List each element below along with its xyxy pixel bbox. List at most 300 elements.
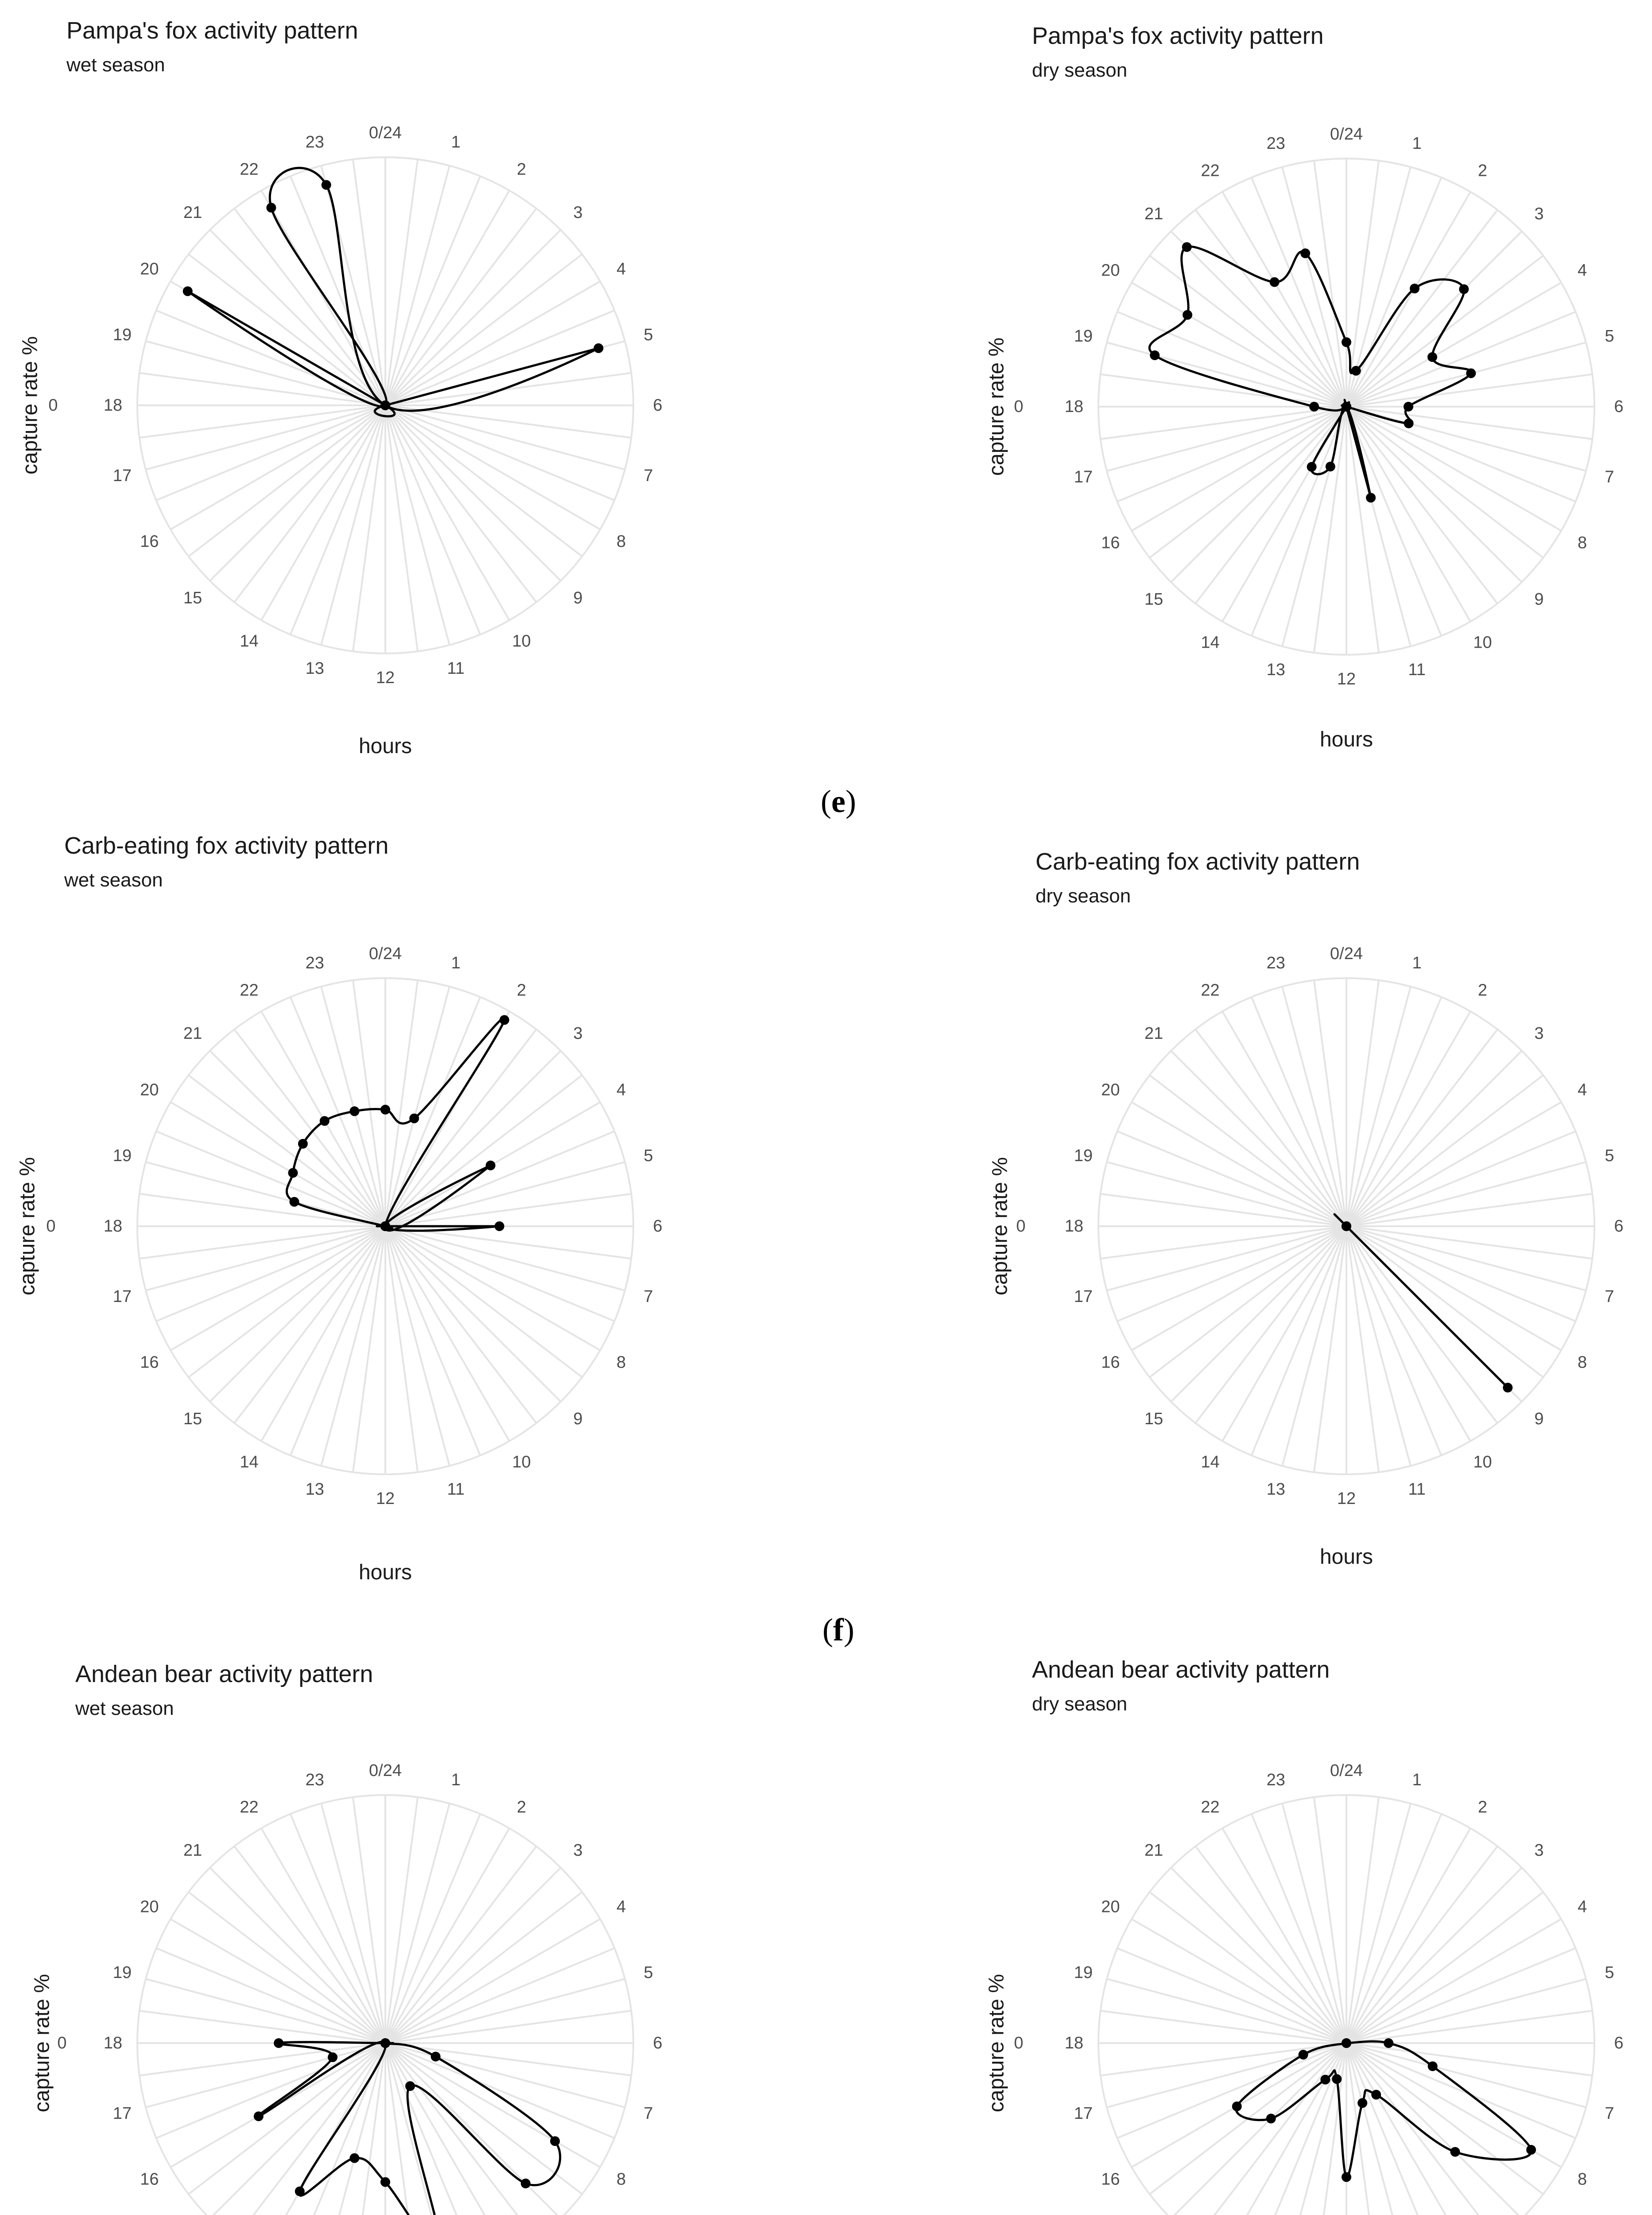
data-point bbox=[431, 2052, 441, 2061]
hour-tick-label: 12 bbox=[376, 1489, 395, 1508]
hour-tick-label: 5 bbox=[1605, 1963, 1614, 1982]
hour-tick-label: 8 bbox=[1578, 1353, 1587, 1372]
data-point bbox=[254, 2111, 264, 2121]
radar-plot-1 bbox=[985, 125, 1624, 751]
grid-spoke bbox=[1346, 1051, 1522, 1226]
y-axis-label: capture rate % bbox=[985, 337, 1008, 476]
hour-tick-label: 11 bbox=[447, 1480, 465, 1499]
hour-tick-label: 21 bbox=[183, 1024, 202, 1043]
hour-tick-label: 8 bbox=[1578, 2170, 1587, 2189]
grid-spoke bbox=[385, 1051, 561, 1226]
grid-spoke bbox=[321, 987, 385, 1226]
grid-spoke bbox=[1171, 1051, 1346, 1226]
grid-spoke bbox=[385, 405, 509, 620]
data-point bbox=[1332, 2074, 1342, 2084]
hour-tick-label: 8 bbox=[1578, 533, 1587, 552]
grid-spoke bbox=[1107, 1226, 1346, 1290]
grid-spoke bbox=[1107, 407, 1346, 471]
hour-tick-label: 7 bbox=[1605, 2104, 1614, 2123]
data-point bbox=[1526, 2145, 1536, 2155]
hour-tick-label: 8 bbox=[617, 532, 626, 551]
data-point bbox=[1357, 2098, 1367, 2108]
data-point bbox=[409, 1114, 419, 1123]
hour-tick-label: 23 bbox=[1266, 134, 1285, 153]
chart-subtitle: wet season bbox=[75, 1698, 174, 1719]
grid-spoke bbox=[1107, 342, 1346, 407]
x-axis-label: hours bbox=[1319, 728, 1373, 751]
grid-spoke bbox=[1132, 1102, 1346, 1226]
hour-tick-label: 3 bbox=[573, 203, 583, 222]
data-point bbox=[349, 1106, 359, 1116]
hour-tick-label: 23 bbox=[305, 133, 324, 152]
hour-tick-label: 3 bbox=[1534, 1841, 1544, 1860]
grid-spoke bbox=[385, 230, 561, 405]
hour-tick-label: 17 bbox=[1074, 468, 1093, 487]
grid-spoke bbox=[1346, 1226, 1586, 1290]
hour-tick-label: 16 bbox=[140, 1353, 159, 1372]
grid-spoke bbox=[1346, 1226, 1561, 1350]
hour-tick-label: 17 bbox=[112, 2104, 132, 2123]
y-axis-label: capture rate % bbox=[16, 1157, 39, 1296]
grid-spoke bbox=[385, 1226, 625, 1290]
data-point bbox=[405, 2081, 415, 2091]
grid-spoke bbox=[261, 1828, 385, 2043]
data-point bbox=[1404, 419, 1414, 428]
radar-plot-2 bbox=[16, 944, 663, 1584]
grid-spoke bbox=[210, 1868, 385, 2043]
grid-spoke bbox=[1222, 1011, 1346, 1226]
grid-spoke bbox=[385, 405, 600, 529]
hour-tick-label: 6 bbox=[1614, 1217, 1624, 1236]
hour-tick-label: 2 bbox=[1477, 981, 1488, 1000]
data-point bbox=[1366, 493, 1376, 503]
hour-tick-label: 5 bbox=[644, 325, 653, 344]
hour-tick-label: 8 bbox=[617, 2170, 626, 2189]
grid-spoke bbox=[385, 2043, 625, 2107]
chart-title: Pampa's fox activity pattern bbox=[66, 17, 358, 44]
grid-spoke bbox=[146, 2043, 385, 2107]
grid-spoke bbox=[1346, 1226, 1470, 1441]
hour-tick-label: 22 bbox=[240, 160, 259, 179]
data-point bbox=[1299, 2050, 1308, 2060]
hour-tick-label: 7 bbox=[1605, 468, 1614, 487]
grid-spoke bbox=[146, 341, 385, 405]
grid-spoke bbox=[385, 1979, 625, 2043]
chart-title: Carb-eating fox activity pattern bbox=[64, 832, 389, 859]
hour-tick-label: 1 bbox=[1412, 134, 1422, 153]
hour-tick-label: 21 bbox=[183, 203, 202, 222]
radial-zero-label: 0 bbox=[1014, 2034, 1024, 2052]
radial-zero-label: 0 bbox=[48, 396, 58, 415]
data-point bbox=[288, 1168, 298, 1178]
hour-tick-label: 18 bbox=[103, 1217, 123, 1236]
activity-line bbox=[1334, 1214, 1508, 1387]
grid-spoke bbox=[1346, 1979, 1586, 2043]
hour-tick-label: 15 bbox=[183, 1409, 202, 1428]
grid-spoke bbox=[385, 281, 600, 405]
data-point bbox=[1342, 402, 1351, 412]
data-point bbox=[593, 343, 603, 353]
data-point bbox=[380, 2177, 390, 2187]
hour-tick-label: 0/24 bbox=[369, 1761, 402, 1780]
data-point bbox=[1326, 462, 1335, 471]
data-point bbox=[1266, 2114, 1276, 2123]
data-point bbox=[1182, 242, 1192, 252]
hour-tick-label: 0/24 bbox=[1330, 944, 1363, 963]
hour-tick-label: 2 bbox=[516, 1798, 527, 1817]
grid-spoke bbox=[321, 1226, 385, 1466]
hour-tick-label: 1 bbox=[1412, 954, 1422, 972]
hour-tick-label: 21 bbox=[1144, 1841, 1163, 1860]
grid-spoke bbox=[385, 166, 450, 405]
chart-title: Pampa's fox activity pattern bbox=[1032, 23, 1324, 49]
grid-spoke bbox=[385, 1803, 450, 2043]
data-point bbox=[1183, 310, 1192, 320]
x-axis-label: hours bbox=[1319, 1545, 1373, 1569]
figure-label-e: (e) bbox=[821, 784, 856, 819]
chart-subtitle: dry season bbox=[1035, 885, 1131, 907]
data-point bbox=[1307, 462, 1317, 472]
hour-tick-label: 5 bbox=[644, 1146, 653, 1165]
grid-spoke bbox=[1346, 1803, 1411, 2043]
grid-spoke bbox=[261, 1226, 385, 1441]
data-point bbox=[495, 1221, 504, 1231]
hour-tick-label: 20 bbox=[140, 1897, 159, 1916]
data-point bbox=[1150, 350, 1160, 360]
grid-spoke bbox=[1222, 1226, 1346, 1441]
hour-tick-label: 22 bbox=[1201, 161, 1220, 180]
grid-spoke bbox=[1346, 1868, 1522, 2043]
grid-spoke bbox=[1132, 1226, 1346, 1350]
hour-tick-label: 10 bbox=[1473, 1453, 1492, 1472]
data-point bbox=[1270, 277, 1280, 287]
data-point bbox=[380, 1105, 390, 1115]
radar-plot-4 bbox=[31, 1761, 663, 2215]
grid-spoke bbox=[1346, 1919, 1561, 2043]
hour-tick-label: 12 bbox=[1337, 1489, 1356, 1508]
hour-tick-label: 22 bbox=[1201, 981, 1220, 1000]
grid-spoke bbox=[1171, 1226, 1346, 1402]
grid-spoke bbox=[1346, 407, 1561, 531]
data-point bbox=[274, 2038, 283, 2048]
hour-tick-label: 9 bbox=[1534, 590, 1544, 609]
hour-tick-label: 11 bbox=[1408, 1480, 1426, 1499]
grid-spoke bbox=[1346, 1011, 1470, 1226]
hour-tick-label: 22 bbox=[1201, 1798, 1220, 1817]
data-point bbox=[320, 1116, 330, 1126]
hour-tick-label: 18 bbox=[1064, 1217, 1084, 1236]
hour-tick-label: 4 bbox=[617, 1897, 626, 1916]
grid-spoke bbox=[1346, 192, 1470, 407]
grid-spoke bbox=[1107, 2043, 1346, 2107]
grid-spoke bbox=[1171, 1868, 1346, 2043]
hour-tick-label: 10 bbox=[512, 632, 531, 651]
data-point bbox=[1342, 1221, 1351, 1231]
grid-spoke bbox=[261, 190, 385, 405]
hour-tick-label: 14 bbox=[240, 632, 259, 651]
hour-tick-label: 20 bbox=[1101, 1897, 1120, 1916]
hour-tick-label: 15 bbox=[1144, 590, 1163, 609]
hour-tick-label: 13 bbox=[305, 659, 324, 678]
grid-spoke bbox=[1346, 1102, 1561, 1226]
radial-zero-label: 0 bbox=[46, 1217, 56, 1236]
hour-tick-label: 23 bbox=[1266, 1771, 1285, 1789]
grid-spoke bbox=[261, 405, 385, 620]
hour-tick-label: 12 bbox=[1337, 670, 1356, 688]
data-point bbox=[322, 180, 331, 190]
data-point bbox=[1410, 284, 1419, 293]
data-point bbox=[1342, 337, 1351, 347]
data-point bbox=[1428, 2061, 1438, 2071]
grid-spoke bbox=[385, 1226, 509, 1441]
hour-tick-label: 0/24 bbox=[1330, 125, 1363, 144]
hour-tick-label: 17 bbox=[112, 466, 132, 486]
grid-spoke bbox=[385, 405, 450, 645]
grid-spoke bbox=[1282, 1803, 1346, 2043]
grid-spoke bbox=[1346, 283, 1561, 407]
grid-spoke bbox=[385, 190, 509, 405]
grid-spoke bbox=[146, 1979, 385, 2043]
grid-spoke bbox=[385, 2043, 450, 2215]
grid-spoke bbox=[171, 1226, 385, 1350]
data-point bbox=[1503, 1383, 1512, 1392]
data-point bbox=[295, 2187, 305, 2196]
hour-tick-label: 2 bbox=[516, 160, 527, 179]
hour-tick-label: 2 bbox=[1477, 1798, 1488, 1817]
chart-subtitle: wet season bbox=[64, 869, 163, 891]
radial-zero-label: 0 bbox=[1014, 397, 1024, 416]
hour-tick-label: 18 bbox=[103, 396, 123, 415]
hour-tick-label: 13 bbox=[305, 1480, 324, 1499]
hour-tick-label: 11 bbox=[447, 659, 465, 678]
grid-spoke bbox=[385, 405, 561, 581]
hour-tick-label: 6 bbox=[653, 1217, 663, 1236]
hour-tick-label: 2 bbox=[516, 981, 527, 1000]
grid-spoke bbox=[146, 405, 385, 470]
hour-tick-label: 5 bbox=[644, 1963, 653, 1982]
hour-tick-label: 7 bbox=[644, 2104, 653, 2123]
grid-spoke bbox=[146, 1162, 385, 1226]
hour-tick-label: 4 bbox=[1578, 1080, 1587, 1100]
hour-tick-label: 4 bbox=[617, 1080, 626, 1100]
grid-spoke bbox=[1107, 1162, 1346, 1226]
grid-spoke bbox=[1346, 2043, 1379, 2215]
grid-spoke bbox=[171, 1102, 385, 1226]
data-point bbox=[1404, 402, 1413, 412]
hour-tick-label: 16 bbox=[140, 2170, 159, 2189]
hour-tick-label: 22 bbox=[240, 1798, 259, 1817]
grid-spoke bbox=[1171, 231, 1346, 407]
radial-zero-label: 0 bbox=[57, 2034, 67, 2052]
grid-spoke bbox=[321, 405, 385, 645]
hour-tick-label: 8 bbox=[617, 1353, 626, 1372]
chart-title: Andean bear activity pattern bbox=[1032, 1656, 1330, 1683]
hour-tick-label: 17 bbox=[112, 1287, 132, 1306]
radar-plot-0 bbox=[19, 124, 663, 758]
hour-tick-label: 19 bbox=[1074, 1146, 1093, 1165]
hour-tick-label: 2 bbox=[1477, 161, 1488, 180]
chart-subtitle: wet season bbox=[66, 54, 165, 76]
hour-tick-label: 18 bbox=[1064, 397, 1084, 416]
grid-spoke bbox=[321, 1803, 385, 2043]
grid-spoke bbox=[171, 1919, 385, 2043]
hour-tick-label: 10 bbox=[512, 1453, 531, 1472]
radial-zero-label: 0 bbox=[1016, 1217, 1026, 1236]
hour-tick-label: 1 bbox=[451, 1771, 461, 1789]
hour-tick-label: 3 bbox=[1534, 1024, 1544, 1043]
hour-tick-label: 20 bbox=[140, 260, 159, 279]
hour-tick-label: 5 bbox=[1605, 326, 1614, 346]
hour-tick-label: 16 bbox=[1101, 533, 1120, 552]
grid-spoke bbox=[1346, 407, 1470, 622]
hour-tick-label: 20 bbox=[1101, 1080, 1120, 1100]
hour-tick-label: 20 bbox=[140, 1080, 159, 1100]
hour-tick-label: 1 bbox=[1412, 1771, 1422, 1789]
hour-tick-label: 0/24 bbox=[369, 124, 402, 142]
hour-tick-label: 17 bbox=[1074, 2104, 1093, 2123]
hour-tick-label: 4 bbox=[1578, 1897, 1587, 1916]
hour-tick-label: 16 bbox=[1101, 1353, 1120, 1372]
hour-tick-label: 3 bbox=[573, 1024, 583, 1043]
hour-tick-label: 10 bbox=[1473, 633, 1492, 652]
y-axis-label: capture rate % bbox=[30, 1974, 54, 2113]
hour-tick-label: 6 bbox=[653, 2034, 663, 2052]
figure-label-f: (f) bbox=[822, 1612, 854, 1648]
grid-spoke bbox=[1282, 2043, 1346, 2215]
hour-tick-label: 9 bbox=[573, 588, 583, 607]
grid-spoke bbox=[146, 1226, 385, 1290]
grid-spoke bbox=[1346, 231, 1522, 407]
hour-tick-label: 23 bbox=[1266, 954, 1285, 972]
hour-tick-label: 23 bbox=[305, 1771, 324, 1789]
hour-tick-label: 5 bbox=[1605, 1146, 1614, 1165]
grid-spoke bbox=[171, 405, 385, 529]
grid-spoke bbox=[1346, 1226, 1411, 1466]
grid-spoke bbox=[1346, 1162, 1586, 1226]
data-point bbox=[550, 2136, 560, 2146]
hour-tick-label: 16 bbox=[1101, 2170, 1120, 2189]
data-point bbox=[1427, 352, 1437, 362]
hour-tick-label: 20 bbox=[1101, 261, 1120, 280]
data-point bbox=[1450, 2147, 1460, 2157]
grid-spoke bbox=[1222, 192, 1346, 407]
grid-spoke bbox=[1222, 1828, 1346, 2043]
data-point bbox=[266, 203, 276, 213]
hour-tick-label: 13 bbox=[1266, 1480, 1285, 1499]
data-point bbox=[500, 1015, 509, 1025]
hour-tick-label: 15 bbox=[183, 588, 202, 607]
y-axis-label: capture rate % bbox=[18, 336, 42, 475]
chart-subtitle: dry season bbox=[1032, 1693, 1128, 1715]
hour-tick-label: 4 bbox=[1578, 261, 1587, 280]
radar-plot-3 bbox=[989, 944, 1624, 1569]
hour-tick-label: 4 bbox=[617, 260, 626, 279]
hour-tick-label: 19 bbox=[1074, 326, 1093, 346]
data-point bbox=[1351, 366, 1361, 376]
grid-spoke bbox=[1282, 1226, 1346, 1466]
grid-spoke bbox=[385, 1868, 561, 2043]
hour-tick-label: 19 bbox=[112, 1963, 132, 1982]
data-point bbox=[1309, 402, 1319, 412]
grid-spoke bbox=[1346, 342, 1586, 407]
hour-tick-label: 3 bbox=[573, 1841, 583, 1860]
radar-plot-5 bbox=[985, 1761, 1624, 2215]
data-point bbox=[486, 1161, 496, 1170]
data-point bbox=[380, 2038, 390, 2048]
grid-spoke bbox=[321, 166, 385, 405]
grid-spoke bbox=[1346, 1828, 1470, 2043]
data-point bbox=[1371, 2090, 1381, 2099]
data-point bbox=[1384, 2038, 1393, 2048]
hour-tick-label: 19 bbox=[112, 325, 132, 344]
data-point bbox=[1320, 2075, 1330, 2084]
hour-tick-label: 6 bbox=[1614, 2034, 1624, 2052]
grid-spoke bbox=[385, 405, 625, 470]
hour-tick-label: 0/24 bbox=[369, 944, 402, 963]
data-point bbox=[1466, 369, 1476, 378]
data-point bbox=[298, 1139, 308, 1149]
hour-tick-label: 1 bbox=[451, 133, 461, 152]
hour-tick-label: 17 bbox=[1074, 1287, 1093, 1306]
hour-tick-label: 7 bbox=[644, 1287, 653, 1306]
hour-tick-label: 9 bbox=[573, 1409, 583, 1428]
hour-tick-label: 21 bbox=[1144, 205, 1163, 224]
hour-tick-label: 14 bbox=[1201, 633, 1220, 652]
hour-tick-label: 18 bbox=[1064, 2034, 1084, 2052]
hour-tick-label: 19 bbox=[112, 1146, 132, 1165]
hour-tick-label: 6 bbox=[1614, 397, 1624, 416]
hour-tick-label: 7 bbox=[1605, 1287, 1614, 1306]
data-point bbox=[1342, 2038, 1351, 2048]
hour-tick-label: 22 bbox=[240, 981, 259, 1000]
data-point bbox=[183, 286, 193, 296]
grid-spoke bbox=[1282, 987, 1346, 1226]
grid-spoke bbox=[385, 1226, 600, 1350]
hour-tick-label: 18 bbox=[103, 2034, 123, 2052]
grid-spoke bbox=[1107, 1979, 1346, 2043]
data-point bbox=[1459, 284, 1469, 294]
grid-spoke bbox=[385, 1226, 561, 1402]
chart-subtitle: dry season bbox=[1032, 59, 1128, 81]
hour-tick-label: 23 bbox=[305, 954, 324, 972]
hour-tick-label: 1 bbox=[451, 954, 461, 972]
grid-spoke bbox=[1132, 1919, 1346, 2043]
grid-spoke bbox=[1132, 283, 1346, 407]
hour-tick-label: 0/24 bbox=[1330, 1761, 1363, 1780]
data-point bbox=[380, 400, 390, 410]
hour-tick-label: 21 bbox=[1144, 1024, 1163, 1043]
hour-tick-label: 14 bbox=[240, 1453, 259, 1472]
grid-spoke bbox=[1282, 167, 1346, 407]
hour-tick-label: 3 bbox=[1534, 205, 1544, 224]
grid-spoke bbox=[1346, 987, 1411, 1226]
chart-title: Carb-eating fox activity pattern bbox=[1035, 848, 1360, 875]
hour-tick-label: 13 bbox=[1266, 661, 1285, 679]
data-point bbox=[1342, 2172, 1351, 2182]
hour-tick-label: 15 bbox=[1144, 1409, 1163, 1428]
data-point bbox=[1300, 249, 1310, 258]
hour-tick-label: 11 bbox=[1408, 661, 1426, 679]
data-point bbox=[328, 2052, 337, 2062]
hour-tick-label: 12 bbox=[376, 668, 395, 687]
grid-spoke bbox=[210, 1226, 385, 1402]
hour-tick-label: 21 bbox=[183, 1841, 202, 1860]
grid-spoke bbox=[385, 1828, 509, 2043]
grid-spoke bbox=[385, 1919, 600, 2043]
hour-tick-label: 7 bbox=[644, 466, 653, 486]
chart-title: Andean bear activity pattern bbox=[75, 1661, 373, 1687]
hour-tick-label: 19 bbox=[1074, 1963, 1093, 1982]
